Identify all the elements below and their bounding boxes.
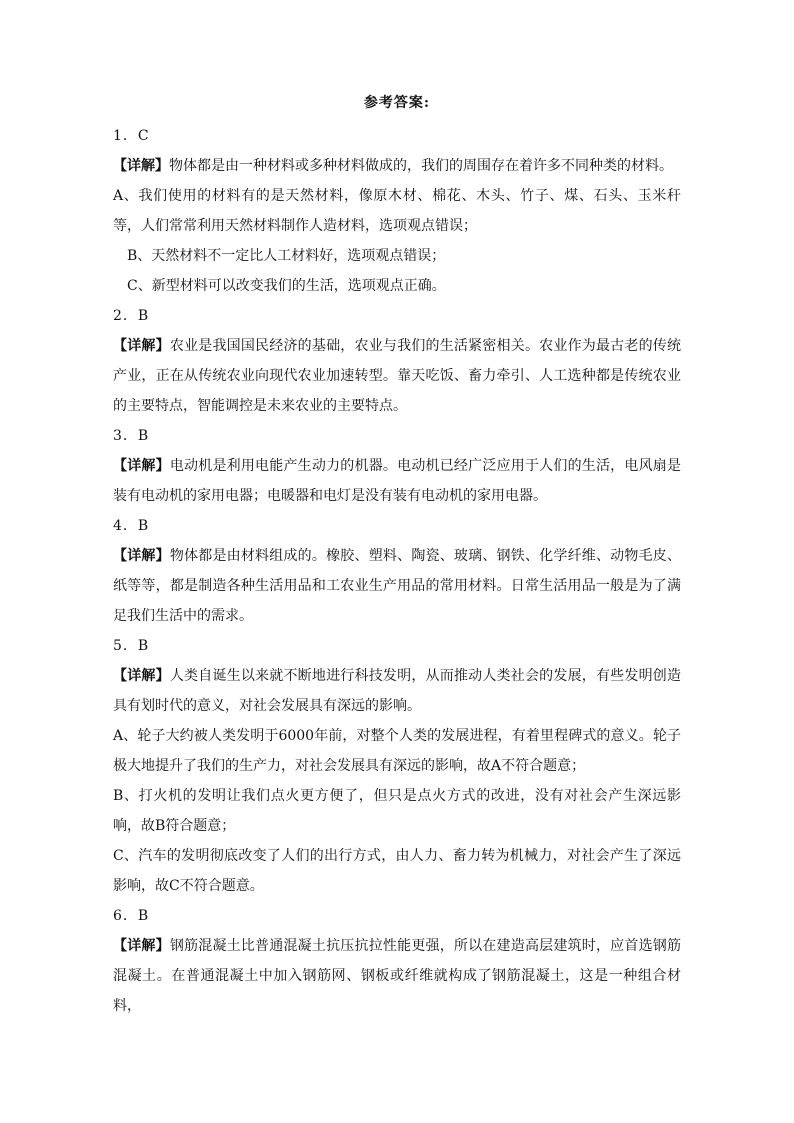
option-explanation: B、打火机的发明让我们点火更方便了，但只是点火方式的改进，没有对社会产生深远影响，故B符合题意； xyxy=(113,788,681,834)
detail-text: 【详解】电动机是利用电能产生动力的机器。电动机已经广泛应用于人们的生活，电风扇是装有电动机的家用电器；电暖器和电灯是没有装有电动机的家用电器。 xyxy=(113,458,682,504)
option-explanation: A、轮子大约被人类发明于6000年前，对整个人类的发展进程，有着里程碑式的意义。轮子极大地提升了我们的生产力，对社会发展具有深远的影响，故A不符合题意； xyxy=(113,728,681,774)
detail-tag: 【详解】 xyxy=(113,938,170,954)
option-explanation: C、新型材料可以改变我们的生活，选项观点正确。 xyxy=(127,278,446,294)
answer-number: 2．B xyxy=(113,308,150,324)
answer-3 xyxy=(113,421,681,511)
answer-5 xyxy=(113,631,681,901)
detail-text: 【详解】农业是我国国民经济的基础，农业与我们的生活紧密相关。农业作为最古老的传统产业，正在从传统农业向现代农业加速转型。靠天吃饭、畜力牵引、人工选种都是传统农业的主要特点，智能调控是未来农业的主要特点。 xyxy=(113,338,682,414)
answer-number: 1．C xyxy=(113,128,150,144)
answer-number: 3．B xyxy=(113,428,150,444)
detail-tag: 【详解】 xyxy=(113,548,170,564)
detail-text: 【详解】人类自诞生以来就不断地进行科技发明，从而推动人类社会的发展，有些发明创造具有划时代的意义，对社会发展具有深远的影响。 xyxy=(113,668,682,714)
answer-number: 5．B xyxy=(113,638,150,654)
page-title: 参考答案: xyxy=(363,95,431,111)
answer-4 xyxy=(113,511,681,631)
option-explanation: C、汽车的发明彻底改变了人们的出行方式，由人力、畜力转为机械力，对社会产生了深远影响，故C不符合题意。 xyxy=(113,848,681,894)
option-explanation: A、我们使用的材料有的是天然材料，像原木材、棉花、木头、竹子、煤、石头、玉米秆等，人们常常利用天然材料制作人造材料，选项观点错误； xyxy=(113,188,681,234)
detail-tag: 【详解】 xyxy=(113,158,169,174)
detail-text: 【详解】物体都是由一种材料或多种材料做成的，我们的周围存在着许多不同种类的材料。 xyxy=(113,158,673,174)
detail-text: 【详解】钢筋混凝土比普通混凝土抗压抗拉性能更强，所以在建造高层建筑时，应首选钢筋混凝土。在普通混凝土中加入钢筋网、钢板或纤维就构成了钢筋混凝土，这是一种组合材料， xyxy=(113,938,682,1014)
answer-6 xyxy=(113,901,681,1021)
detail-tag: 【详解】 xyxy=(113,668,170,684)
detail-text: 【详解】物体都是由材料组成的。橡胶、塑料、陶瓷、玻璃、钢铁、化学纤维、动物毛皮、纸等等，都是制造各种生活用品和工农业生产用品的常用材料。日常生活用品一般是为了满足我们生活中的需求。 xyxy=(113,548,682,624)
detail-tag: 【详解】 xyxy=(113,338,170,354)
option-explanation: B、天然材料不一定比人工材料好，选项观点错误； xyxy=(127,248,446,264)
answer-number: 6．B xyxy=(113,908,150,924)
answer-2 xyxy=(113,301,681,421)
detail-tag: 【详解】 xyxy=(113,458,170,474)
answer-1 xyxy=(113,121,681,301)
answer-number: 4．B xyxy=(113,518,150,534)
